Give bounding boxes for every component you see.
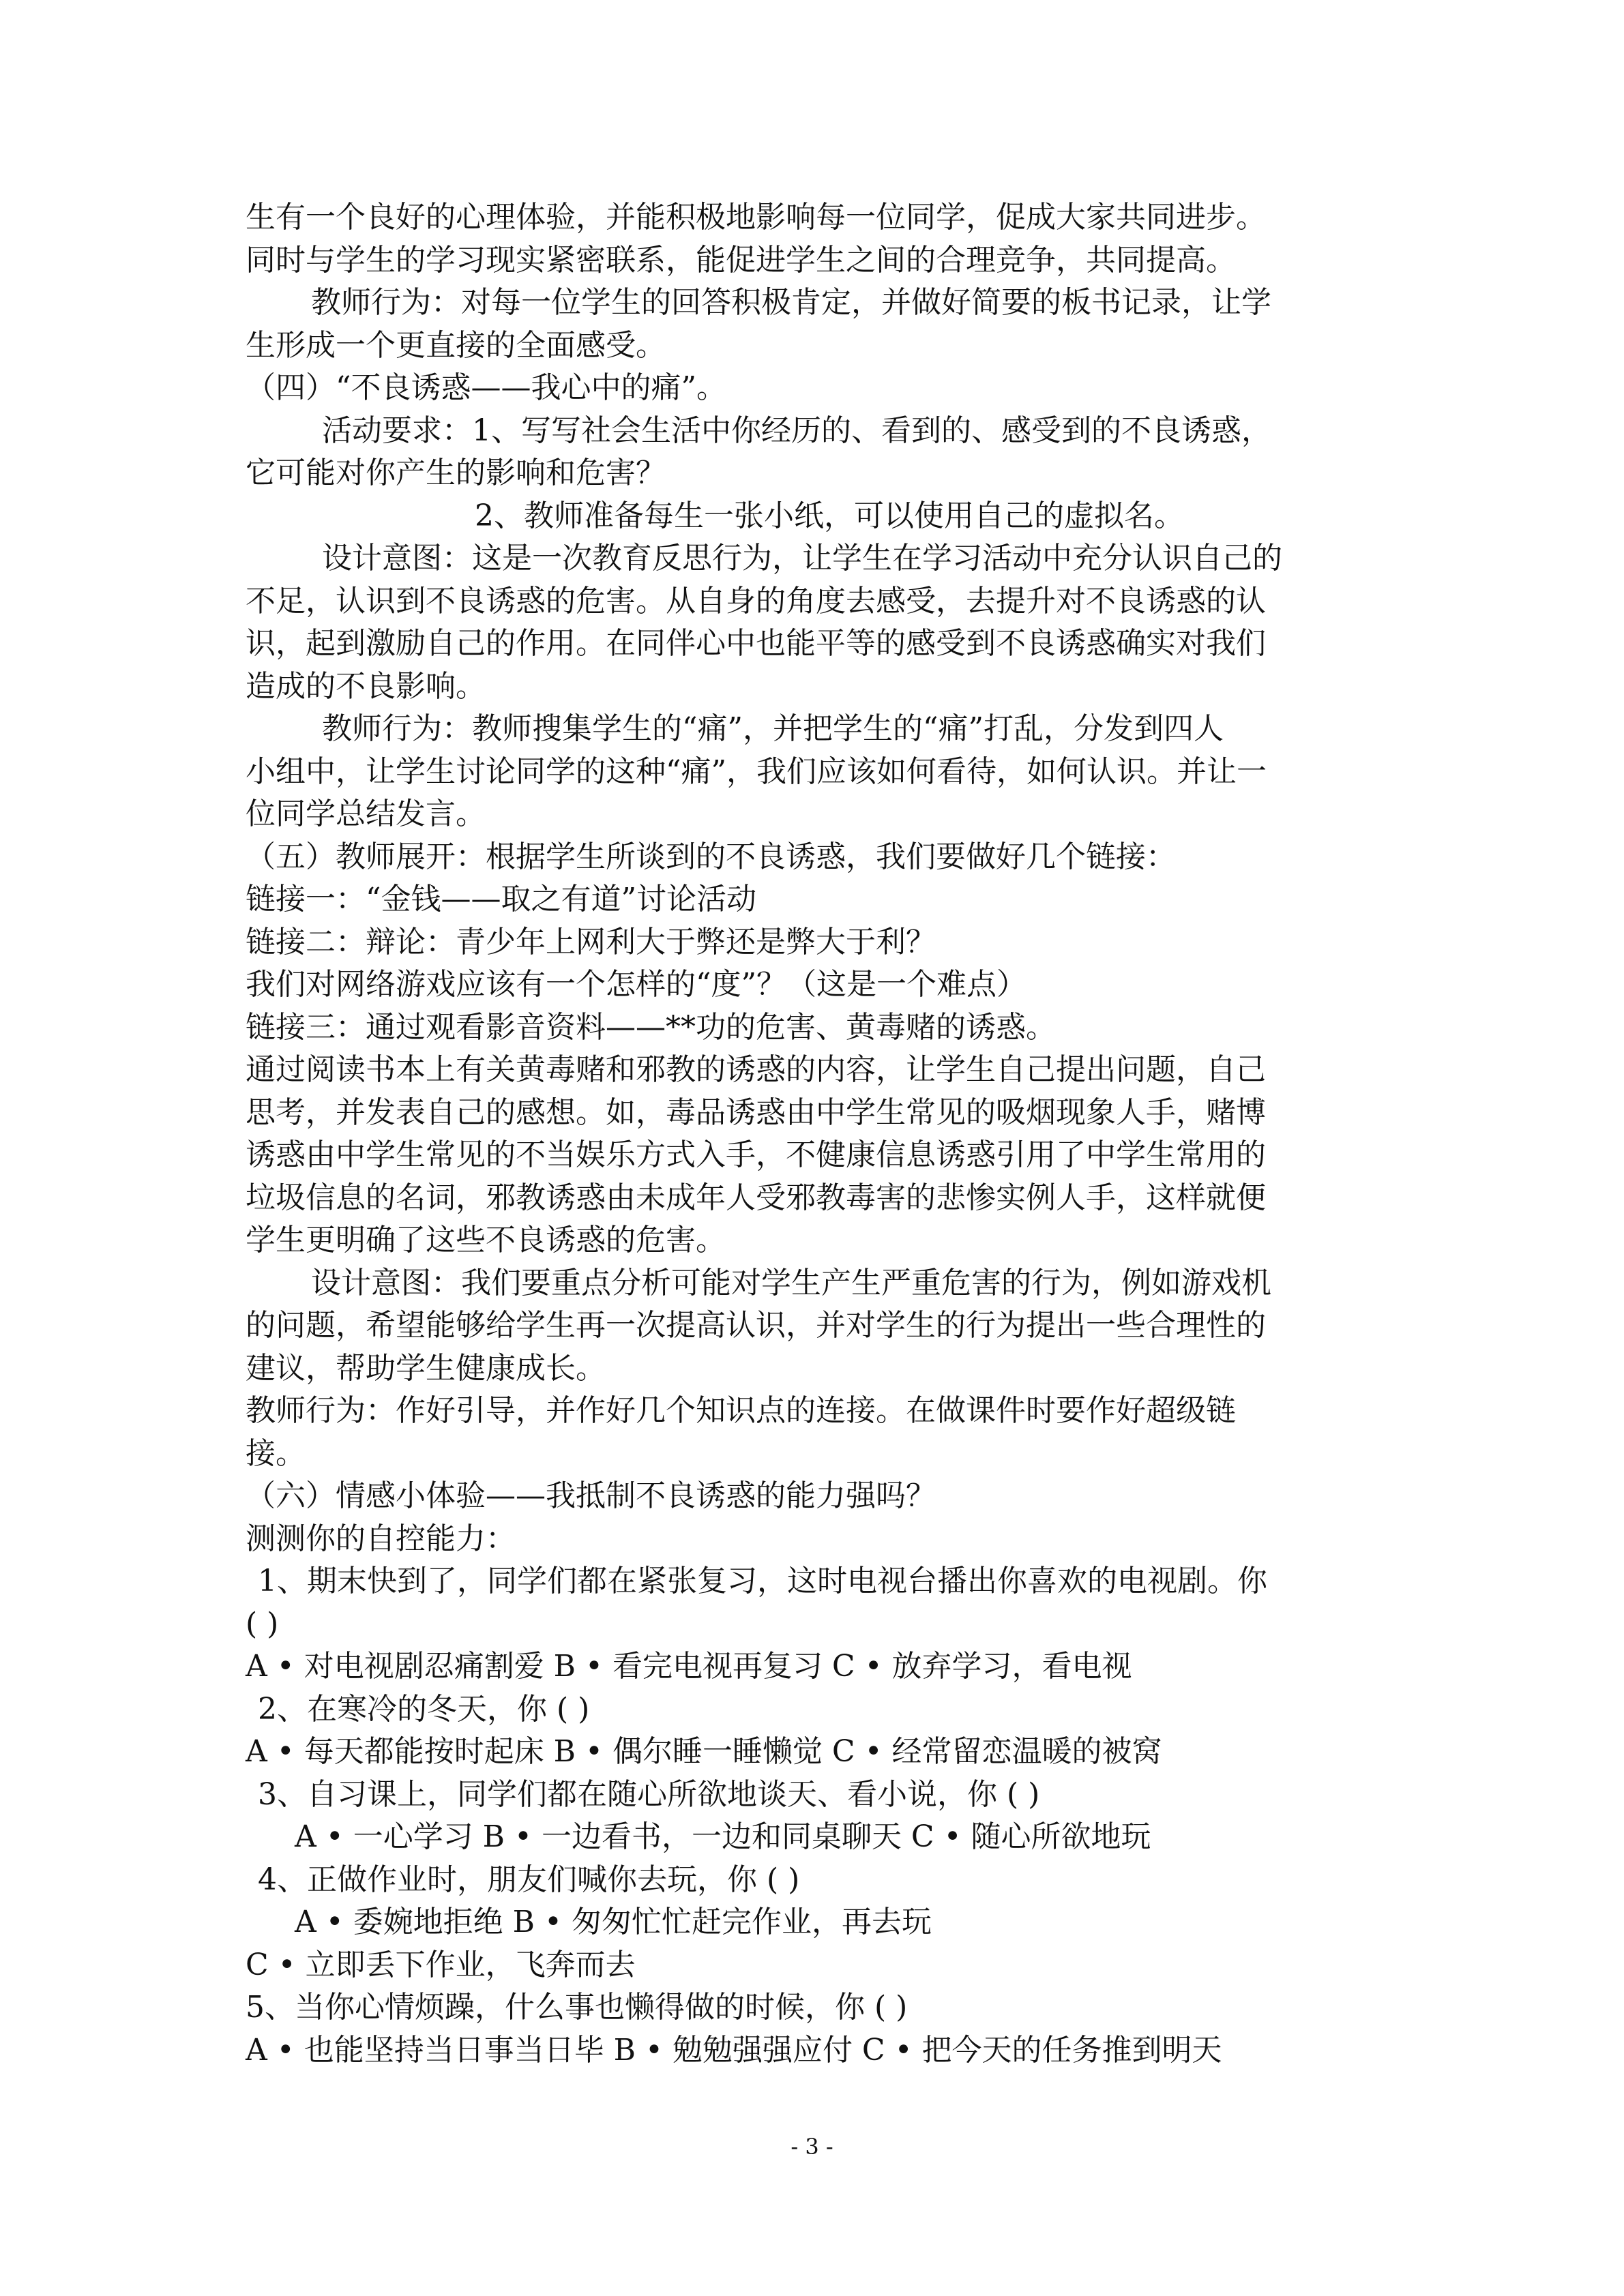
quiz-options: A • 一心学习 B • 一边看书，一边和同桌聊天 C • 随心所欲地玩 <box>295 1819 1151 1854</box>
text-line: 它可能对你产生的影响和危害？ <box>246 456 666 490</box>
text-line: 链接三：通过观看影音资料——**功的危害、黄毒赌的诱惑。 <box>246 1009 1056 1045</box>
text-line: 我们对网络游戏应该有一个怎样的“度”？（这是一个难点） <box>246 967 1027 1002</box>
text-line: 造成的不良影响。 <box>246 668 486 704</box>
text-line: 活动要求：1、写写社会生活中你经历的、看到的、感受到的不良诱惑， <box>322 413 1271 448</box>
text-line: 通过阅读书本上有关黄毒赌和邪教的诱惑的内容，让学生自己提出问题，自己 <box>246 1052 1266 1087</box>
text-line: 学生更明确了这些不良诱惑的危害。 <box>246 1223 726 1257</box>
text-line: 诱惑由中学生常见的不当娱乐方式入手，不健康信息诱惑引用了中学生常用的 <box>246 1137 1266 1172</box>
section-heading-5: （五）教师展开：根据学生所谈到的不良诱惑，我们要做好几个链接： <box>246 839 1176 874</box>
text-line: 教师行为：对每一位学生的回答积极肯定，并做好简要的板书记录，让学 <box>311 285 1271 320</box>
text-line: 2、教师准备每生一张小纸，可以使用自己的虚拟名。 <box>475 498 1184 533</box>
quiz-options: A • 委婉地拒绝 B • 匆匆忙忙赶完作业，再去玩 <box>295 1905 932 1939</box>
text-line: 的问题，希望能够给学生再一次提高认识，并对学生的行为提出一些合理性的 <box>246 1308 1266 1343</box>
text-line: 测测你的自控能力： <box>246 1521 516 1556</box>
text-line: 设计意图：这是一次教育反思行为，让学生在学习活动中充分认识自己的 <box>322 541 1282 576</box>
page-number: - 3 - <box>791 2134 833 2160</box>
quiz-options: A • 每天都能按时起床 B • 偶尔睡一睡懒觉 C • 经常留恋温暖的被窝 <box>246 1734 1162 1769</box>
text-line: 识，起到激励自己的作用。在同伴心中也能平等的感受到不良诱惑确实对我们 <box>246 626 1266 661</box>
text-line: 同时与学生的学习现实紧密联系，能促进学生之间的合理竞争，共同提高。 <box>246 242 1236 278</box>
quiz-question: 4、正做作业时，朋友们喊你去玩，你 ( ) <box>258 1862 800 1897</box>
page-body <box>246 196 1391 2072</box>
quiz-question: 2、在寒冷的冬天，你 ( ) <box>258 1691 590 1727</box>
text-line: 链接二：辩论：青少年上网利大于弊还是弊大于利？ <box>246 924 936 959</box>
quiz-options: A • 也能坚持当日事当日毕 B • 勉勉强强应付 C • 把今天的任务推到明天 <box>246 2032 1222 2068</box>
quiz-question: 1、期末快到了，同学们都在紧张复习，这时电视台播出你喜欢的电视剧。你 <box>258 1564 1267 1598</box>
text-line: 建议，帮助学生健康成长。 <box>246 1350 606 1386</box>
text-line: 位同学总结发言。 <box>246 796 486 831</box>
text-line: 思考，并发表自己的感想。如，毒品诱惑由中学生常见的吸烟现象人手，赌博 <box>246 1094 1266 1130</box>
text-line: 教师行为：教师搜集学生的“痛”，并把学生的“痛”打乱，分发到四人 <box>322 711 1224 746</box>
quiz-options: A • 对电视剧忍痛割爱 B • 看完电视再复习 C • 放弃学习，看电视 <box>246 1649 1132 1684</box>
quiz-options: C • 立即丢下作业，飞奔而去 <box>246 1947 636 1982</box>
text-line: 链接一：“金钱——取之有道”讨论活动 <box>246 882 756 916</box>
text-line: 小组中，让学生讨论同学的这种“痛”，我们应该如何看待，如何认识。并让一 <box>246 754 1267 789</box>
text-line: 不足，认识到不良诱惑的危害。从自身的角度去感受，去提升对不良诱惑的认 <box>246 583 1266 618</box>
text-line: 接。 <box>246 1435 306 1471</box>
quiz-question: 3、自习课上，同学们都在随心所欲地谈天、看小说，你 ( ) <box>258 1776 1040 1812</box>
text-line: 生形成一个更直接的全面感受。 <box>246 327 666 363</box>
section-heading-6: （六）情感小体验——我抵制不良诱惑的能力强吗？ <box>246 1478 936 1513</box>
text-line: 教师行为：作好引导，并作好几个知识点的连接。在做课件时要作好超级链 <box>246 1393 1236 1428</box>
text-line: 生有一个良好的心理体验，并能积极地影响每一位同学，促成大家共同进步。 <box>246 200 1266 235</box>
section-heading-4: （四）“不良诱惑——我心中的痛”。 <box>246 370 726 405</box>
quiz-question: 5、当你心情烦躁，什么事也懒得做的时候，你 ( ) <box>246 1990 908 2025</box>
text-line: 垃圾信息的名词，邪教诱惑由未成年人受邪教毒害的悲惨实例人手，这样就便 <box>246 1180 1266 1215</box>
quiz-answer-blank: ( ) <box>246 1606 279 1641</box>
text-line: 设计意图：我们要重点分析可能对学生产生严重危害的行为，例如游戏机 <box>311 1265 1271 1300</box>
